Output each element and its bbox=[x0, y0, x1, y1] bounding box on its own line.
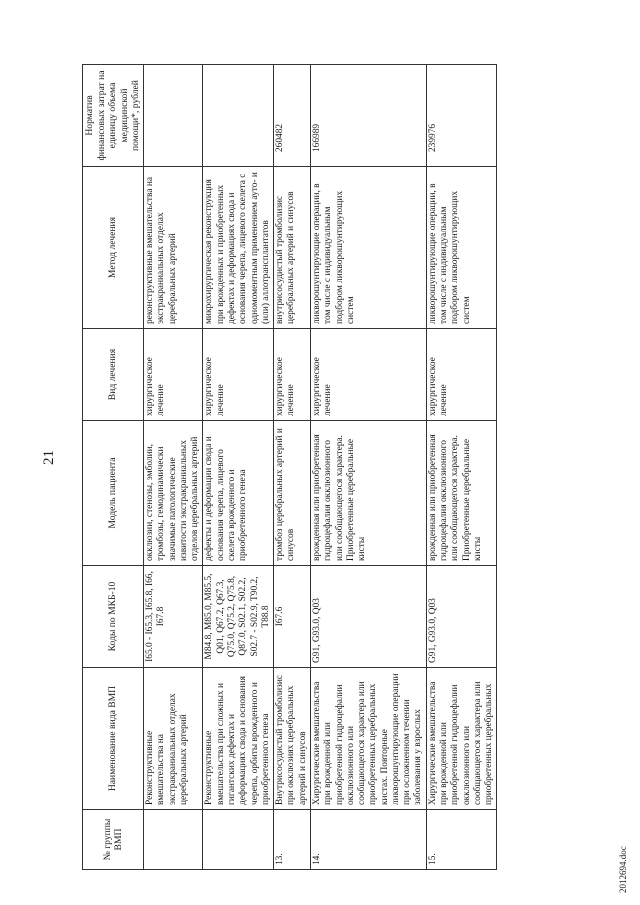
cell-group: 14. bbox=[310, 810, 426, 870]
cell-codes: G91, G93.0, Q03 bbox=[310, 566, 426, 668]
table-row bbox=[274, 65, 311, 870]
cell-cost: 166989 bbox=[310, 65, 426, 167]
cell-name: Хирургические вмешательства при врожденной или приобретенной гидроцефалии окклюзионного или сообщающегося характера или приобретенных церебральных bbox=[426, 668, 497, 810]
col-header-cost: Норматив финансовых затрат на единицу объема медицинской помощи*, рублей bbox=[83, 65, 144, 167]
cell-group bbox=[144, 810, 203, 870]
col-header-treatment: Вид лечения bbox=[83, 329, 144, 421]
cell-cost: 239976 bbox=[426, 65, 497, 167]
cell-treatment: хирургическое лечение bbox=[274, 329, 311, 421]
cell-name: Внутрисосудистый тромболизис при окклюзиях церебральных артерий и синусов bbox=[274, 668, 311, 810]
cell-codes: I65.0 - I65.3, I65.8, I66, I67.8 bbox=[144, 566, 203, 668]
cell-method: ликворошунтирующие операции, в том числе с индивидуальным подбором ликворошунтирующих систем bbox=[310, 167, 426, 329]
cell-cost bbox=[144, 65, 203, 167]
cell-group: 13. bbox=[274, 810, 311, 870]
cell-codes: M84.8, M85.0, M85.5, Q01, Q67.2, Q67.3, Q75.0, Q75.2, Q75.8, Q87.0, S02.1, S02.2, S02.7 - S02.9, T90.2, T88.8 bbox=[203, 566, 274, 668]
table-row bbox=[310, 65, 426, 870]
col-header-model: Модель пациента bbox=[83, 421, 144, 566]
cell-codes: G91, G93.0, Q03 bbox=[426, 566, 497, 668]
table-row bbox=[203, 65, 274, 870]
cell-treatment: хирургическое лечение bbox=[426, 329, 497, 421]
cell-group: 15. bbox=[426, 810, 497, 870]
vmp-table bbox=[82, 64, 497, 870]
col-header-codes: Коды по МКБ-10 bbox=[83, 566, 144, 668]
table-header-row bbox=[83, 65, 144, 870]
page-number: 21 bbox=[41, 450, 57, 465]
cell-model: врожденная или приобретенная гидроцефалия окклюзионного или сообщающегося характера. Приобретенные церебральные кисты bbox=[310, 421, 426, 566]
cell-method: реконструктивные вмешательства на экстракраниальных отделах церебральных артерий bbox=[144, 167, 203, 329]
col-header-method: Метод лечения bbox=[83, 167, 144, 329]
cell-name: Реконструктивные вмешательства при сложных и гигантских дефектах и деформациях свода и основания черепа, орбиты врожденного и приобретенного генеза bbox=[203, 668, 274, 810]
footer-doc-name: 2012694.doc bbox=[618, 846, 628, 893]
cell-cost bbox=[203, 65, 274, 167]
cell-model: тромбоз церебральных артерий и синусов bbox=[274, 421, 311, 566]
cell-treatment: хирургическое лечение bbox=[144, 329, 203, 421]
cell-treatment: хирургическое лечение bbox=[203, 329, 274, 421]
cell-treatment: хирургическое лечение bbox=[310, 329, 426, 421]
cell-name: Хирургические вмешательства при врожденной или приобретенной гидроцефалии окклюзионного или сообщающегося характера или приобретенных церебральных кистах. Повторные ликворошунтирующие операции при осложненном течении заболевания у взрослых bbox=[310, 668, 426, 810]
cell-codes: I67.6 bbox=[274, 566, 311, 668]
cell-method: внутрисосудистый тромболизис церебральных артерий и синусов bbox=[274, 167, 311, 329]
cell-cost: 260482 bbox=[274, 65, 311, 167]
col-header-group: № группы ВМП bbox=[83, 810, 144, 870]
cell-model: дефекты и деформации свода и основания черепа, лицевого скелета врожденного и приобретенного генеза bbox=[203, 421, 274, 566]
cell-name: Реконструктивные вмешательства на экстракраниальных отделах церебральных артерий bbox=[144, 668, 203, 810]
cell-model: окклюзии, стенозы, эмболии, тромбозы, гемодинамически значимые патологические извитости экстракраниальных отделов церебральных артерий bbox=[144, 421, 203, 566]
cell-method: микрохирургическая реконструкция при врожденных и приобретенных дефектах и деформациях свода и основания черепа, лицевого скелета с одномоментным применением ауто- и (или) аллотрансплантатов bbox=[203, 167, 274, 329]
col-header-name: Наименование вида ВМП bbox=[83, 668, 144, 810]
cell-group bbox=[203, 810, 274, 870]
table-row bbox=[144, 65, 203, 870]
table-row bbox=[426, 65, 497, 870]
cell-method: ликворошунтирующие операции, в том числе с индивидуальным подбором ликворошунтирующих систем bbox=[426, 167, 497, 329]
cell-model: врожденная или приобретенная гидроцефалия окклюзионного или сообщающегося характера. Приобретенные церебральные кисты bbox=[426, 421, 497, 566]
